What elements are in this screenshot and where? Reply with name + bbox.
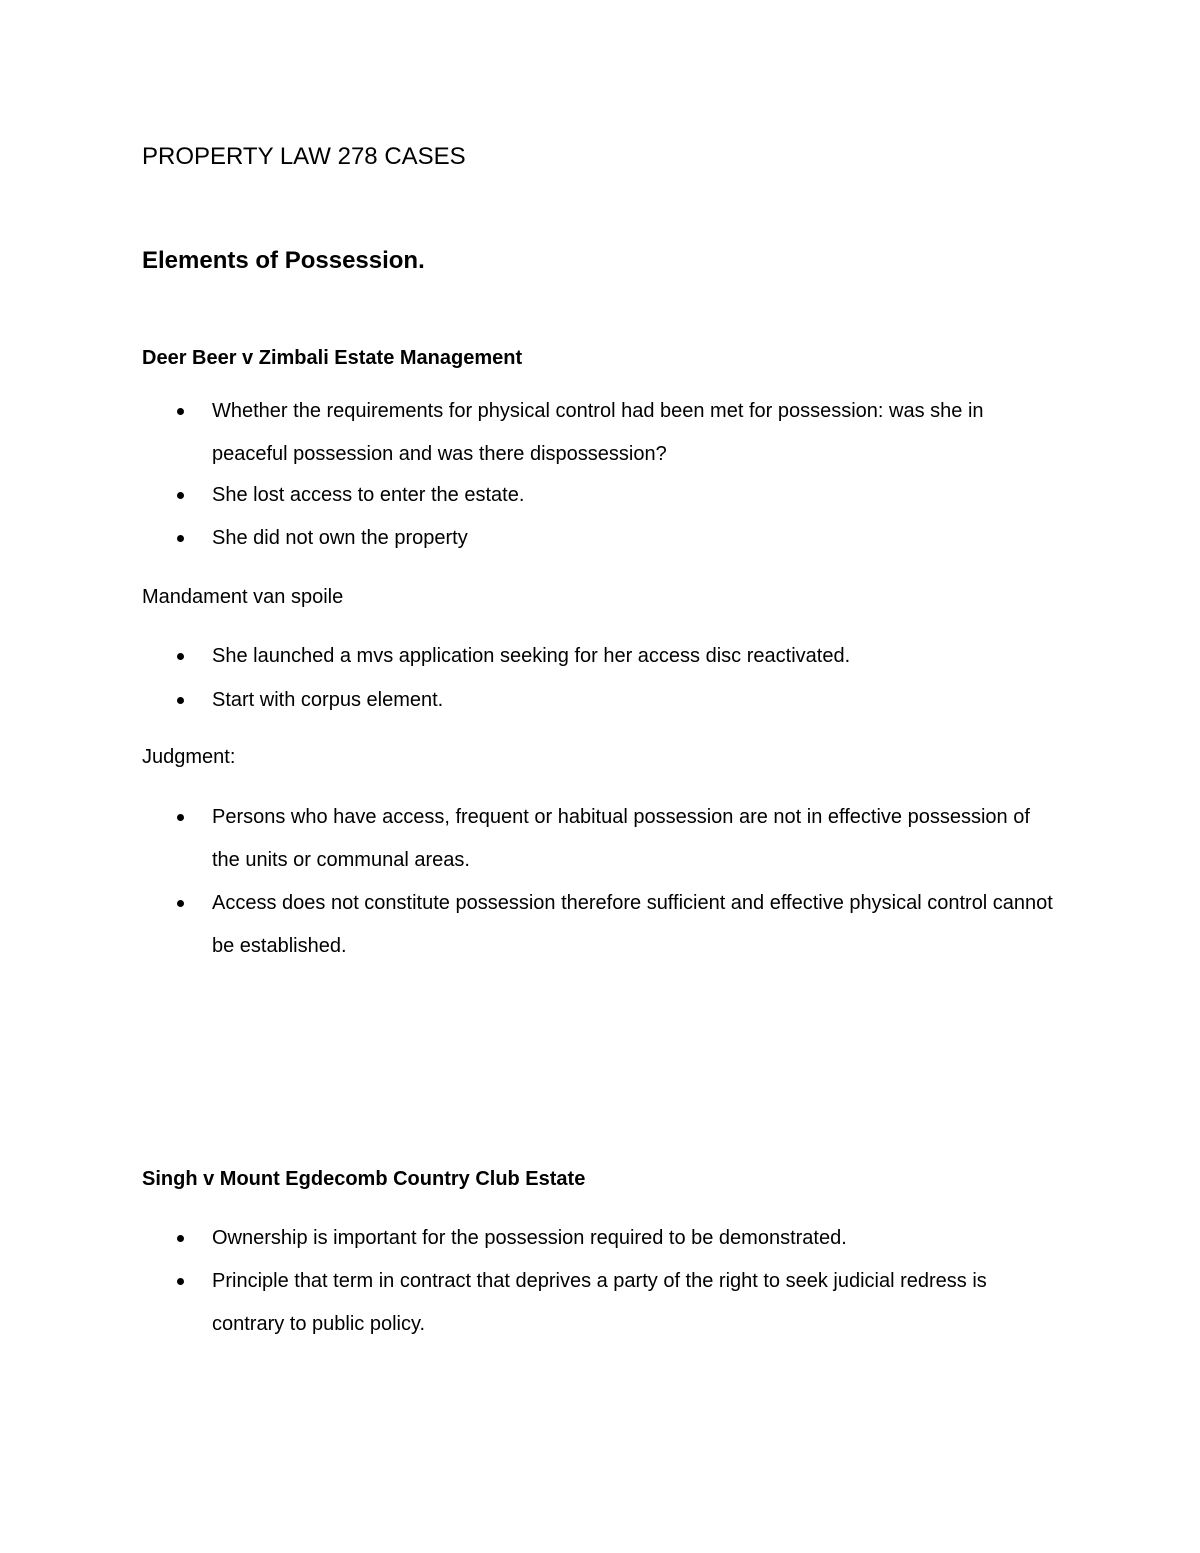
bullet-icon xyxy=(177,408,184,415)
list-item-text: She launched a mvs application seeking for her access disc reactivated. xyxy=(212,645,851,667)
document-title: PROPERTY LAW 278 CASES xyxy=(142,143,466,170)
bullet-icon xyxy=(177,697,184,704)
list-item-text: Access does not constitute possession therefore sufficient and effective physical control cannot be established. xyxy=(212,892,1053,957)
list-item-text: She did not own the property xyxy=(212,527,468,549)
list-item-text: Principle that term in contract that deprives a party of the right to seek judicial redress is contrary to public policy. xyxy=(212,1270,987,1335)
remedy-heading: Mandament van spoile xyxy=(142,586,344,608)
list-item-text: Whether the requirements for physical control had been met for possession: was she in peaceful possession and was there dispossession? xyxy=(212,400,984,465)
bullet-icon xyxy=(177,653,184,660)
case-title-deer-beer: Deer Beer v Zimbali Estate Management xyxy=(142,347,523,369)
list-item-text: Persons who have access, frequent or habitual possession are not in effective possession of the units or communal areas. xyxy=(212,806,1030,871)
judgment-heading: Judgment: xyxy=(142,746,236,768)
bullet-icon xyxy=(177,492,184,499)
list-item-text: Start with corpus element. xyxy=(212,689,444,711)
bullet-icon xyxy=(177,814,184,821)
case-title-singh: Singh v Mount Egdecomb Country Club Estate xyxy=(142,1168,586,1190)
section-heading: Elements of Possession. xyxy=(142,247,425,274)
bullet-icon xyxy=(177,900,184,907)
bullet-icon xyxy=(177,535,184,542)
list-item-text: She lost access to enter the estate. xyxy=(212,484,525,506)
bullet-icon xyxy=(177,1278,184,1285)
list-item-text: Ownership is important for the possession required to be demonstrated. xyxy=(212,1227,847,1249)
bullet-icon xyxy=(177,1235,184,1242)
